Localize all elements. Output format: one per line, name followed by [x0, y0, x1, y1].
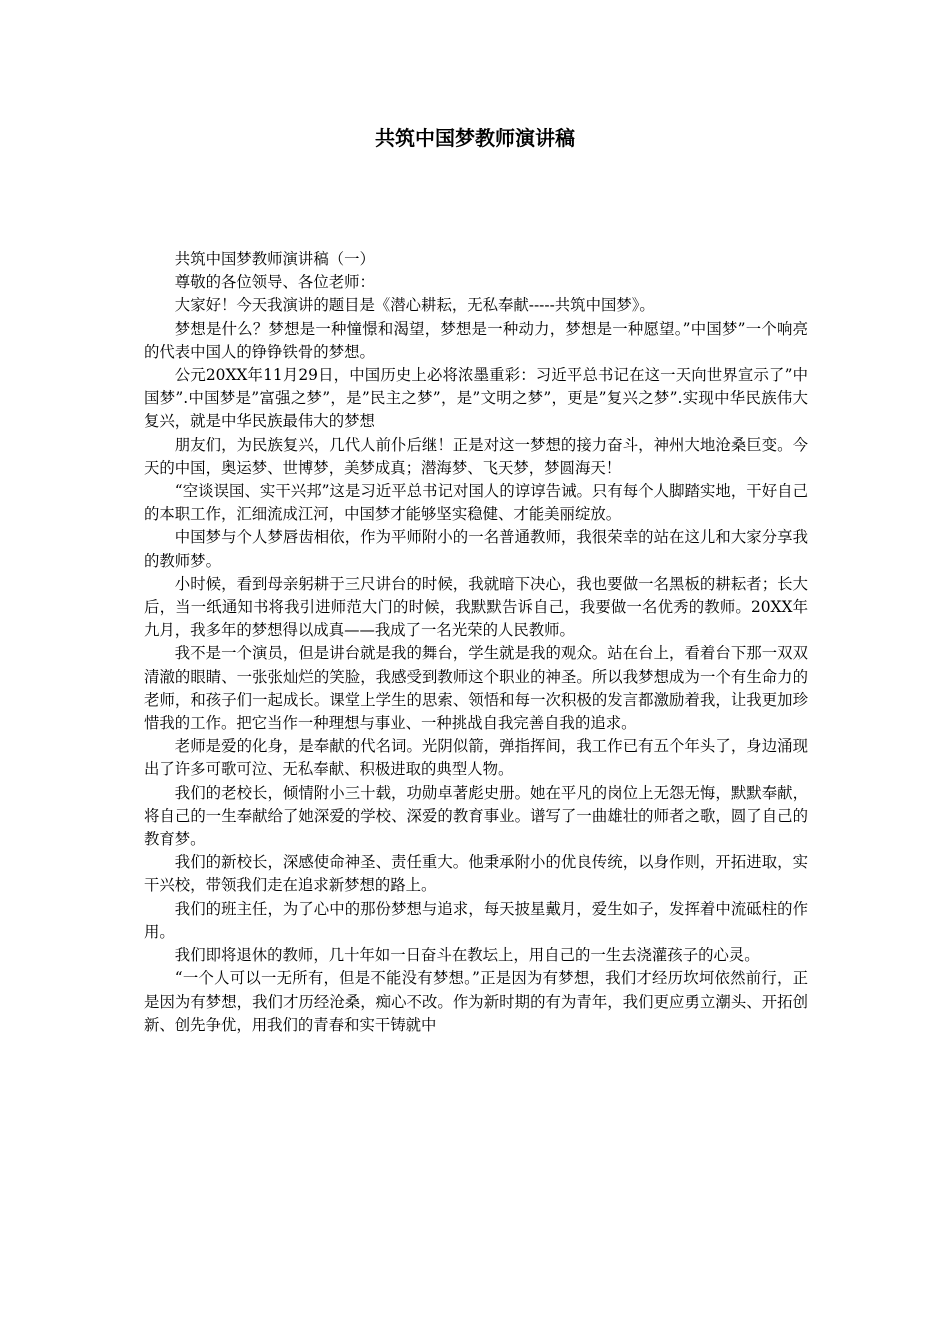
paragraph: 老师是爱的化身，是奉献的代名词。光阴似箭，弹指挥间，我工作已有五个年头了，身边涌现出了许多可歌可泣、无私奉献、积极进取的典型人物。 [144, 737, 808, 779]
paragraph: 朋友们，为民族复兴，几代人前仆后继！正是对这一梦想的接力奋斗，神州大地沧桑巨变。今天的中国，奥运梦、世博梦，美梦成真；潜海梦、飞天梦，梦圆海天！ [144, 435, 808, 477]
document-title: 共筑中国梦教师演讲稿 [375, 126, 575, 150]
paragraph: “一个人可以一无所有，但是不能没有梦想。”正是因为有梦想，我们才经历坎坷依然前行，正是因为有梦想，我们才历经沧桑，痴心不改。作为新时期的有为青年，我们更应勇立潮头、开拓创新、创先争优，用我们的青春和实干铸就中 [144, 969, 808, 1034]
paragraph: 我们的新校长，深感使命神圣、责任重大。他秉承附小的优良传统，以身作则，开拓进取，实干兴校，带领我们走在追求新梦想的路上。 [144, 853, 808, 895]
paragraph: 公元20XX年11月29日，中国历史上必将浓墨重彩：习近平总书记在这一天向世界宣示了”中国梦”.中国梦是”富强之梦”，是”民主之梦”，是”文明之梦”，更是”复兴之梦”.实现中华民族伟大复兴，就是中华民族最伟大的梦想 [144, 366, 808, 431]
paragraph: 大家好！今天我演讲的题目是《潜心耕耘，无私奉献-----共筑中国梦》。 [174, 296, 655, 315]
paragraph-subtitle: 共筑中国梦教师演讲稿（一） [174, 250, 375, 268]
paragraph: 我们的老校长，倾情附小三十载，功勋卓著彪史册。她在平凡的岗位上无怨无悔，默默奉献，将自己的一生奉献给了她深爱的学校、深爱的教育事业。谱写了一曲雄壮的师者之歌，圆了自己的教育梦。 [144, 783, 808, 849]
paragraph: 小时候，看到母亲躬耕于三尺讲台的时候，我就暗下决心，我也要做一名黑板的耕耘者；长大后，当一纸通知书将我引进师范大门的时候，我默默告诉自己，我要做一名优秀的教师。20XX年九月，我多年的梦想得以成真——我成了一名光荣的人民教师。 [144, 574, 808, 640]
paragraph: 我们即将退休的教师，几十年如一日奋斗在教坛上，用自己的一生去浇灌孩子的心灵。 [174, 946, 760, 965]
paragraph: 梦想是什么？梦想是一种憧憬和渴望，梦想是一种动力，梦想是一种愿望。”中国梦”一个响亮的代表中国人的铮铮铁骨的梦想。 [144, 319, 808, 361]
paragraph: 中国梦与个人梦唇齿相依，作为平师附小的一名普通教师，我很荣幸的站在这儿和大家分享我的教师梦。 [144, 528, 808, 570]
paragraph-salutation: 尊敬的各位领导、各位老师： [174, 273, 375, 292]
paragraph: 我们的班主任，为了心中的那份梦想与追求，每天披星戴月，爱生如子，发挥着中流砥柱的作用。 [144, 899, 808, 941]
paragraph: 我不是一个演员，但是讲台就是我的舞台，学生就是我的观众。站在台上，看着台下那一双双清澈的眼睛、一张张灿烂的笑脸，我感受到教师这个职业的神圣。所以我梦想成为一个有生命力的老师，和孩子们一起成长。课堂上学生的思索、领悟和每一次积极的发言都激励着我，让我更加珍惜我的工作。把它当作一种理想与事业、一种挑战自我完善自我的追求。 [144, 644, 808, 733]
paragraph: “空谈误国、实干兴邦”这是习近平总书记对国人的谆谆告诫。只有每个人脚踏实地，干好自己的本职工作，汇细流成江河，中国梦才能够坚实稳健、才能美丽绽放。 [144, 482, 808, 524]
document-body [144, 248, 808, 1037]
